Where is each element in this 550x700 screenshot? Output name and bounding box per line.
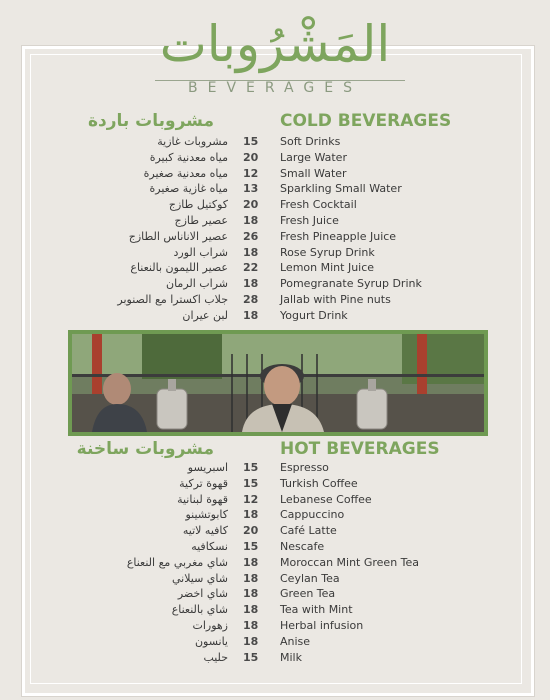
menu-item-row bbox=[0, 556, 550, 572]
item-price: 20 bbox=[243, 524, 259, 538]
item-name-arabic: زهورات bbox=[192, 619, 228, 632]
item-price: 18 bbox=[243, 308, 259, 322]
item-name-arabic: مياه معدنية كبيرة bbox=[149, 150, 228, 164]
item-name-arabic: قهوة لبنانية bbox=[177, 492, 228, 506]
item-price: 15 bbox=[243, 540, 259, 553]
item-name-arabic: عصير الليمون بالنعناع bbox=[130, 261, 228, 275]
menu-item-row bbox=[0, 587, 550, 603]
item-name-english: Nescafe bbox=[280, 540, 325, 553]
menu-item-row bbox=[0, 635, 550, 651]
item-price: 18 bbox=[243, 619, 259, 632]
item-name-english: Small Water bbox=[280, 166, 347, 180]
item-price: 18 bbox=[243, 571, 259, 585]
item-name-arabic: شاي مغربي مع النعناع bbox=[126, 555, 228, 569]
item-name-english: Rose Syrup Drink bbox=[280, 245, 375, 259]
menu-item-row bbox=[0, 651, 550, 667]
item-name-english: Sparkling Small Water bbox=[280, 182, 402, 196]
item-name-arabic: اسبريسو bbox=[187, 461, 228, 474]
item-name-arabic: شاي بالنعناع bbox=[171, 603, 228, 617]
item-price: 18 bbox=[243, 245, 259, 259]
item-name-arabic: شراب الرمان bbox=[166, 277, 228, 291]
menu-item-row bbox=[0, 477, 550, 493]
menu-item-row bbox=[0, 540, 550, 556]
item-name-arabic: شراب الورد bbox=[173, 245, 228, 259]
item-name-english: Large Water bbox=[280, 150, 347, 164]
menu-item-row bbox=[0, 619, 550, 635]
item-name-arabic: عصير طازج bbox=[174, 214, 228, 227]
item-name-english: Jallab with Pine nuts bbox=[280, 293, 391, 306]
item-price: 18 bbox=[243, 508, 259, 522]
item-name-english: Ceylan Tea bbox=[280, 571, 340, 585]
item-name-english: Café Latte bbox=[280, 524, 337, 538]
item-price: 26 bbox=[243, 229, 259, 243]
item-name-english: Cappuccino bbox=[280, 508, 345, 522]
vendor-photo bbox=[68, 330, 488, 436]
item-name-arabic: نسكافيه bbox=[191, 540, 228, 553]
menu-item-row bbox=[0, 572, 550, 588]
item-name-arabic: كوكتيل طازج bbox=[168, 198, 228, 212]
item-name-english: Lemon Mint Juice bbox=[280, 261, 375, 275]
menu-item-row bbox=[0, 167, 550, 183]
menu-item-row bbox=[0, 277, 550, 293]
menu-item-row bbox=[0, 182, 550, 198]
menu-item-row bbox=[0, 508, 550, 524]
item-price: 20 bbox=[243, 198, 259, 212]
page-title-english: BEVERAGES bbox=[188, 80, 362, 96]
menu-item-row bbox=[0, 214, 550, 230]
item-price: 13 bbox=[243, 182, 259, 196]
item-name-arabic: مياه غازية صغيرة bbox=[149, 182, 228, 196]
item-name-english: Fresh Pineapple Juice bbox=[280, 229, 397, 243]
menu-item-row bbox=[0, 309, 550, 325]
item-price: 15 bbox=[243, 650, 259, 664]
item-name-english: Herbal infusion bbox=[280, 619, 364, 632]
item-name-arabic: لبن عيران bbox=[182, 308, 228, 322]
item-name-english: Moroccan Mint Green Tea bbox=[280, 555, 420, 569]
menu-item-row bbox=[0, 230, 550, 246]
item-name-arabic: كابوتشينو bbox=[185, 508, 228, 522]
item-name-arabic: جلاب اكسترا مع الصنوبر bbox=[117, 293, 228, 306]
item-price: 18 bbox=[243, 587, 259, 601]
item-price: 20 bbox=[243, 150, 259, 164]
item-name-english: Soft Drinks bbox=[280, 135, 341, 148]
cold-heading-arabic: مشروبات باردة bbox=[87, 111, 214, 131]
item-name-arabic: حليب bbox=[203, 650, 228, 664]
item-name-arabic: مشروبات غازية bbox=[157, 135, 228, 148]
item-name-arabic: شاي سيلاني bbox=[171, 571, 228, 585]
item-name-english: Anise bbox=[280, 634, 311, 648]
item-name-english: Espresso bbox=[280, 461, 329, 474]
menu-item-row bbox=[0, 261, 550, 277]
item-price: 15 bbox=[243, 135, 259, 148]
item-price: 18 bbox=[243, 603, 259, 617]
menu-item-row bbox=[0, 461, 550, 477]
item-name-english: Lebanese Coffee bbox=[280, 492, 372, 506]
item-price: 12 bbox=[243, 492, 259, 506]
item-name-english: Fresh Cocktail bbox=[280, 198, 357, 212]
cold-heading-english: COLD BEVERAGES bbox=[280, 111, 452, 131]
item-price: 22 bbox=[243, 261, 259, 275]
photo-illustration bbox=[72, 334, 484, 432]
item-price: 18 bbox=[243, 634, 259, 648]
menu-item-row bbox=[0, 493, 550, 509]
item-name-english: Milk bbox=[280, 650, 302, 664]
item-price: 18 bbox=[243, 214, 259, 227]
item-price: 18 bbox=[243, 277, 259, 291]
menu-item-row bbox=[0, 246, 550, 262]
item-name-english: Tea with Mint bbox=[280, 603, 353, 617]
item-price: 18 bbox=[243, 555, 259, 569]
menu-item-row bbox=[0, 524, 550, 540]
hot-heading-english: HOT BEVERAGES bbox=[280, 439, 440, 459]
item-price: 15 bbox=[243, 476, 259, 490]
menu-item-row bbox=[0, 293, 550, 309]
item-price: 12 bbox=[243, 166, 259, 180]
menu-item-row bbox=[0, 603, 550, 619]
hot-heading-arabic: مشروبات ساخنة bbox=[76, 439, 214, 459]
item-name-english: Turkish Coffee bbox=[280, 476, 358, 490]
item-name-english: Yogurt Drink bbox=[280, 308, 348, 322]
item-name-arabic: كافيه لاتيه bbox=[182, 524, 228, 538]
item-name-english: Fresh Juice bbox=[280, 214, 339, 227]
item-name-english: Pomegranate Syrup Drink bbox=[280, 277, 422, 291]
item-name-arabic: شاي اخضر bbox=[177, 587, 228, 601]
item-name-arabic: قهوة تركية bbox=[179, 476, 228, 490]
item-name-arabic: عصير الاناناس الطازج bbox=[128, 229, 228, 243]
item-price: 15 bbox=[243, 461, 259, 474]
menu-item-row bbox=[0, 135, 550, 151]
item-name-english: Green Tea bbox=[280, 587, 336, 601]
menu-item-row bbox=[0, 198, 550, 214]
item-price: 28 bbox=[243, 293, 259, 306]
menu-item-row bbox=[0, 151, 550, 167]
item-name-arabic: يانسون bbox=[194, 634, 228, 648]
item-name-arabic: مياه معدنية صغيرة bbox=[143, 166, 228, 180]
page-title-arabic: المَشْرُوبات bbox=[159, 15, 391, 73]
